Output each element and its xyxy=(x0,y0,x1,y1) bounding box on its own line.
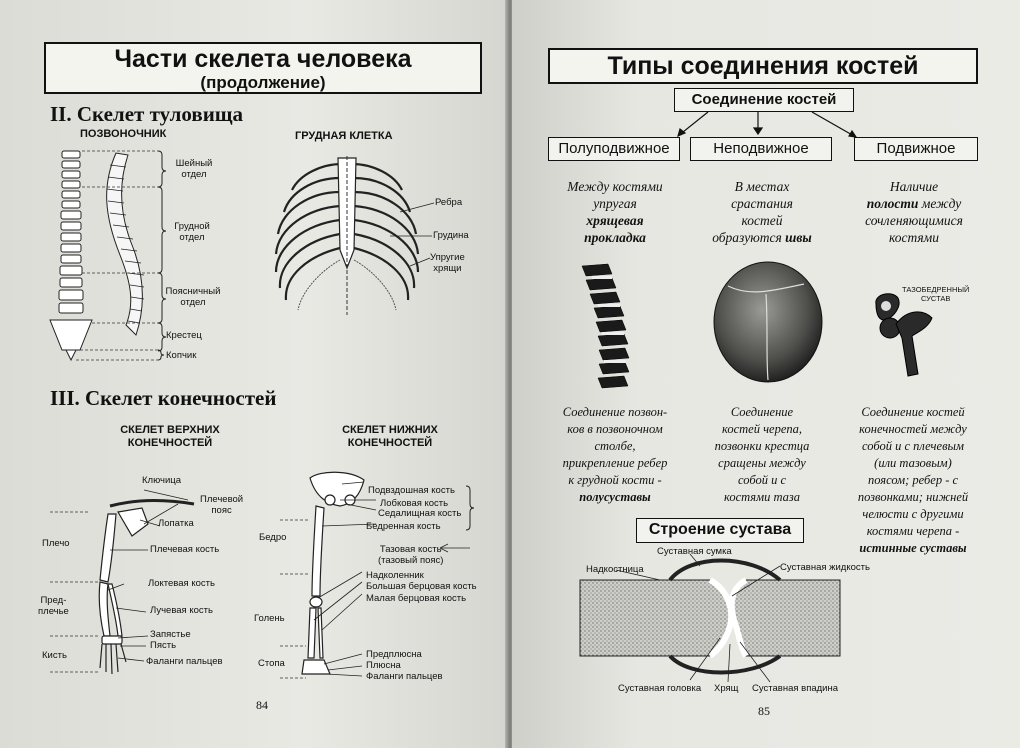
desc1-line2: упругая xyxy=(593,196,637,211)
lower-limb-header xyxy=(320,424,460,450)
thigh-label: Бедро xyxy=(259,532,287,543)
spine-illustration xyxy=(40,145,180,365)
immovable-examples xyxy=(688,404,836,506)
lower-limb-header-line2: КОНЕЧНОСТЕЙ xyxy=(347,437,433,449)
right-title-box xyxy=(548,48,978,84)
root-joint-box: Соединение костей xyxy=(674,88,854,112)
pelvic-bone-label-line1: Тазовая кость xyxy=(379,544,442,555)
semi-movable-examples xyxy=(540,404,690,506)
desc3-cavity: полости xyxy=(866,196,919,211)
right-page-number: 85 xyxy=(758,704,770,718)
ex1-line3: столбе, xyxy=(594,439,636,453)
ex3-line5: поясом; ребер - с xyxy=(867,473,959,487)
hip-joint-label-line2: СУСТАВ xyxy=(920,294,951,303)
cervical-label-line2: отдел xyxy=(181,169,207,180)
desc3-line4: костями xyxy=(888,230,940,245)
ex1-line4: прикрепление ребер xyxy=(562,456,668,470)
pelvic-bone-label xyxy=(378,544,443,566)
scapula-label: Лопатка xyxy=(158,518,194,529)
movable-examples xyxy=(838,404,988,557)
foot-label: Стопа xyxy=(258,658,285,669)
lumbar-label-line2: отдел xyxy=(180,297,206,308)
lumbar-label xyxy=(161,286,225,308)
thoracic-label xyxy=(170,221,214,243)
desc2-line1: В местах xyxy=(734,179,790,194)
ex2-line5: собой и с xyxy=(738,473,786,487)
metacarpus-label: Пясть xyxy=(150,640,177,651)
shin-label: Голень xyxy=(254,613,285,624)
ex1-line6: полусуставы xyxy=(579,490,651,504)
upper-limb-header xyxy=(100,424,240,450)
section-trunk-heading: II. Скелет туловища xyxy=(50,102,244,126)
cervical-label-line1: Шейный xyxy=(175,158,213,169)
forearm-label xyxy=(38,595,69,617)
fibula-label: Малая берцовая кость xyxy=(366,593,467,604)
ex3-line8: костями черепа - xyxy=(866,524,960,538)
ribcage-leaders xyxy=(390,200,470,280)
semi-movable-box: Полуподвижное xyxy=(548,137,680,161)
ex3-line7: челюсти с другими xyxy=(862,507,964,521)
tibia-label: Большая берцовая кость xyxy=(366,581,477,592)
joint-capsule-label: Суставная сумка xyxy=(657,546,732,557)
periosteum-label: Надкостница xyxy=(586,564,644,575)
hip-joint-label-line1: ТАЗОБЕДРЕННЫЙ xyxy=(902,285,970,294)
ilium-label: Подвздошная кость xyxy=(368,485,455,496)
desc2-line4-text: образуются xyxy=(712,230,786,245)
thoracic-label-line1: Грудной xyxy=(174,221,210,232)
sacrum-label: Крестец xyxy=(166,330,202,341)
lumbar-label-line1: Поясничный xyxy=(165,286,221,297)
joint-socket-label: Суставная впадина xyxy=(752,683,838,694)
pubis-label: Лобковая кость xyxy=(380,498,449,509)
ex1-line1: Соединение позвон- xyxy=(562,405,668,419)
upper-limb-header-line2: КОНЕЧНОСТЕЙ xyxy=(127,437,213,449)
ex2-line2: костей черепа, xyxy=(721,422,803,436)
shoulder-label: Плечо xyxy=(42,538,70,549)
desc1-line3: хрящевая xyxy=(586,213,644,228)
ex3-line4: (или тазовым) xyxy=(874,456,952,470)
ex1-line5: к грудной кости - xyxy=(568,473,662,487)
humerus-label: Плечевая кость xyxy=(150,544,220,555)
cartilage-label-line1: Упругие xyxy=(430,252,465,263)
ex2-line4: сращены между xyxy=(718,456,806,470)
forearm-label-line2: плечье xyxy=(38,606,69,617)
ex2-line3: позвонки крестца xyxy=(714,439,810,453)
desc3-line1: Наличие xyxy=(889,179,939,194)
ex3-line9: истинные суставы xyxy=(859,541,967,555)
desc2-line4 xyxy=(690,229,834,246)
movable-description xyxy=(838,178,990,246)
desc2-sutures: швы xyxy=(785,230,812,245)
cartilage-label-line2: хрящи xyxy=(433,263,462,274)
vertebrae-image xyxy=(572,262,642,402)
left-page xyxy=(0,0,508,748)
ischium-label: Седалищная кость xyxy=(378,508,462,519)
forearm-label-line1: Пред- xyxy=(40,595,67,606)
upper-limb-header-line1: СКЕЛЕТ ВЕРХНИХ xyxy=(120,424,220,436)
coccyx-label: Копчик xyxy=(166,350,197,361)
spine-header: ПОЗВОНОЧНИК xyxy=(80,128,167,140)
ex2-line1: Соединение xyxy=(730,405,794,419)
femur-label: Бедренная кость xyxy=(366,521,441,532)
left-title: Части скелета человека xyxy=(114,45,412,73)
metatarsus-label: Плюсна xyxy=(366,660,401,671)
hip-joint-image xyxy=(868,288,948,388)
desc3-between: между xyxy=(918,196,962,211)
joint-head-label: Суставная головка xyxy=(618,683,702,694)
desc2-line2: срастания xyxy=(731,196,793,211)
pelvic-bone-label-line2: (тазовый пояс) xyxy=(378,555,444,566)
shoulder-girdle-label xyxy=(200,494,243,516)
skull-image xyxy=(708,256,828,386)
immovable-box: Неподвижное xyxy=(690,137,832,161)
hand-label: Кисть xyxy=(42,650,67,661)
tarsus-label: Предплюсна xyxy=(366,649,422,660)
shoulder-girdle-label-line2: пояс xyxy=(211,505,232,516)
ex3-line3: собой и с плечевым xyxy=(862,439,964,453)
desc2-line3: костей xyxy=(741,213,783,228)
immovable-description xyxy=(690,178,834,246)
right-title: Типы соединения костей xyxy=(607,52,919,80)
toe-phalanges-label: Фаланги пальцев xyxy=(366,671,443,682)
section-limbs-heading: III. Скелет конечностей xyxy=(50,386,277,410)
chest-header: ГРУДНАЯ КЛЕТКА xyxy=(295,130,393,142)
ex3-line1: Соединение костей xyxy=(861,405,965,419)
thoracic-label-line2: отдел xyxy=(179,232,205,243)
ex3-line2: конечностей между xyxy=(859,422,967,436)
right-page xyxy=(512,0,1020,748)
desc1-line1: Между костями xyxy=(567,179,663,194)
desc3-line2 xyxy=(838,195,990,212)
sternum-label: Грудина xyxy=(433,230,469,241)
joint-cartilage-label: Хрящ xyxy=(714,683,739,694)
ex2-line6: костями таза xyxy=(723,490,801,504)
lower-limb-header-line1: СКЕЛЕТ НИЖНИХ xyxy=(342,424,438,436)
ribs-label: Ребра xyxy=(435,197,463,208)
ex3-line6: позвонками; нижней xyxy=(857,490,969,504)
finger-phalanges-label: Фаланги пальцев xyxy=(146,656,223,667)
clavicle-label: Ключица xyxy=(142,475,181,486)
cervical-label xyxy=(172,158,216,180)
desc1-line4: прокладка xyxy=(584,230,646,245)
left-title-box xyxy=(44,42,482,94)
ulna-label: Локтевая кость xyxy=(148,578,215,589)
joint-structure-title: Строение сустава xyxy=(636,518,804,543)
movable-box: Подвижное xyxy=(854,137,978,161)
patella-label: Надколенник xyxy=(366,570,424,581)
synovial-fluid-label: Суставная жидкость xyxy=(780,562,870,573)
left-page-number: 84 xyxy=(256,698,268,712)
desc3-line3: сочленяющимися xyxy=(865,213,963,228)
shoulder-girdle-label-line1: Плечевой xyxy=(200,494,244,505)
ex1-line2: ков в позвоночном xyxy=(567,422,663,436)
semi-movable-description xyxy=(540,178,690,246)
radius-label: Лучевая кость xyxy=(150,605,213,616)
wrist-label: Запястье xyxy=(150,629,191,640)
left-subtitle: (продолжение) xyxy=(200,73,326,92)
